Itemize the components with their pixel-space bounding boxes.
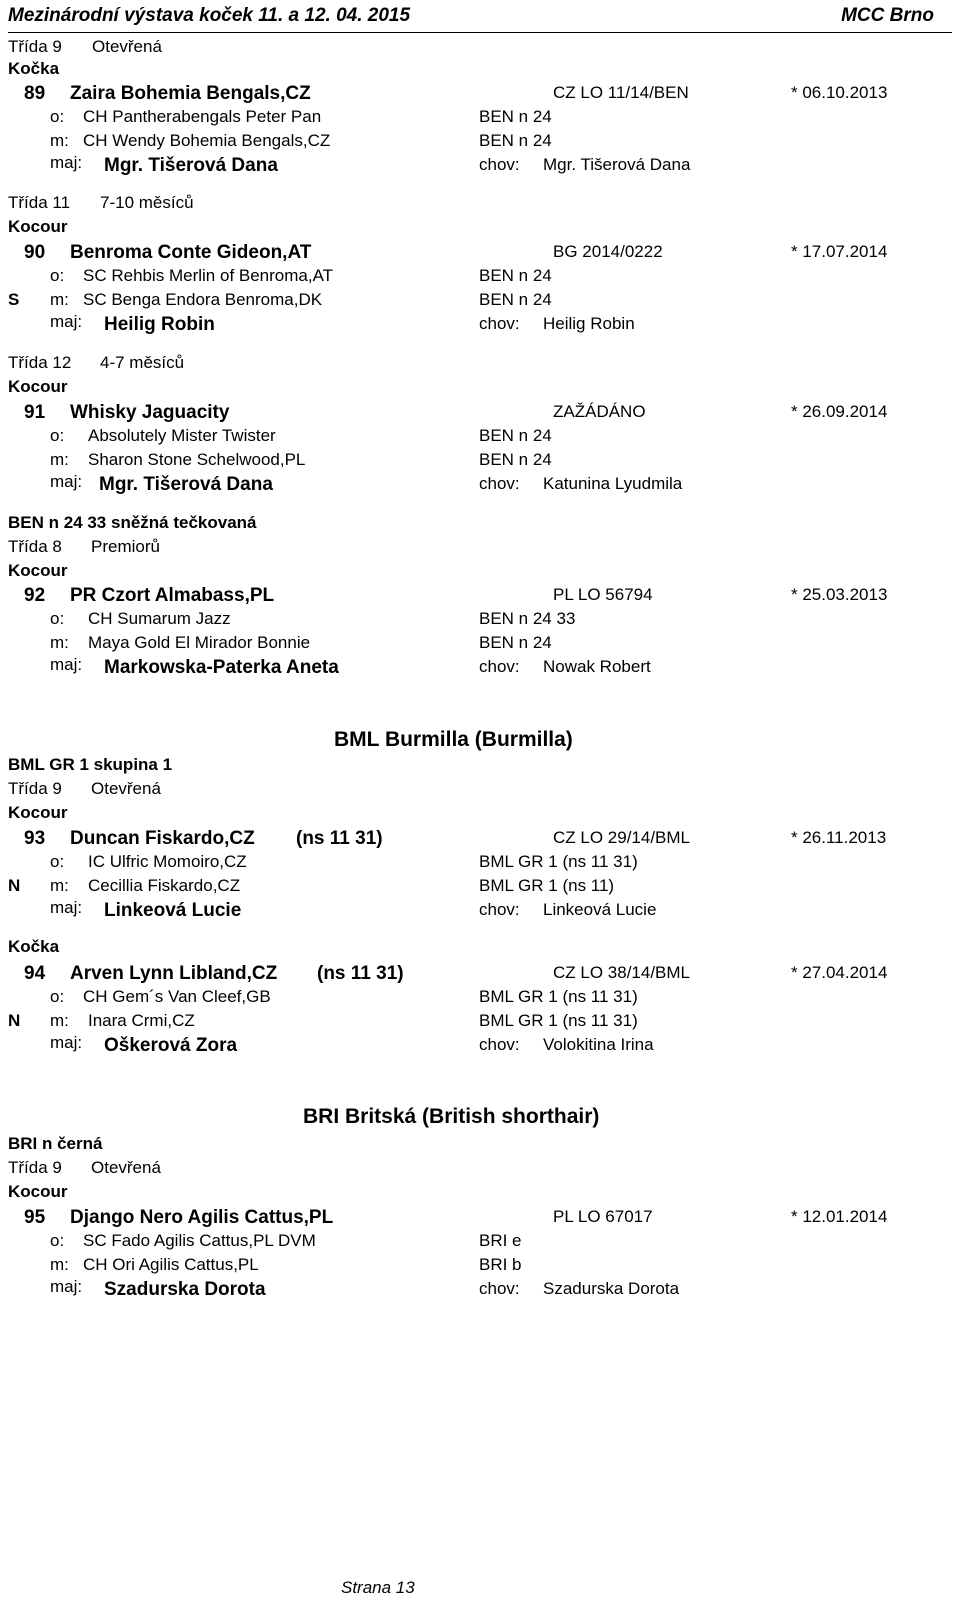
cat-name: PR Czort Almabass,PL [70,585,275,606]
father-label: o: [50,852,65,871]
cat-name: Benroma Conte Gideon,AT [70,242,312,263]
entry-number: 89 [24,83,46,104]
sex-heading: Kočka [8,59,60,78]
registration: BG 2014/0222 [553,242,663,261]
mother-ems: BEN n 24 [479,633,552,652]
cat-name: Zaira Bohemia Bengals,CZ [70,83,311,104]
mother-name: CH Ori Agilis Cattus,PL [83,1255,259,1274]
sex-heading: Kocour [8,1182,68,1201]
entry-mark: N [8,1011,21,1030]
page-number: Strana 13 [341,1578,415,1597]
breeder-label: chov: [479,155,520,174]
mother-ems: BML GR 1 (ns 11 31) [479,1011,638,1030]
father-ems: BML GR 1 (ns 11 31) [479,987,638,1006]
father-name: IC Ulfric Momoiro,CZ [88,852,247,871]
father-label: o: [50,987,65,1006]
class-name: Otevřená [92,37,162,56]
page-header-title: Mezinárodní výstava koček 11. a 12. 04. 2015 [8,5,411,26]
class-label: Třída 9 [8,37,62,56]
father-ems: BML GR 1 (ns 11 31) [479,852,638,871]
entry-mark: N [8,876,21,895]
father-label: o: [50,1231,65,1250]
breeder-label: chov: [479,474,520,493]
sex-heading: Kočka [8,937,60,956]
father-name: SC Rehbis Merlin of Benroma,AT [83,266,334,285]
breeder-name: Heilig Robin [543,314,635,333]
mother-label: m: [50,290,69,309]
entry-number: 91 [24,402,46,423]
breed-heading: BRI Britská (British shorthair) [303,1105,600,1128]
breeder-name: Linkeová Lucie [543,900,657,919]
father-label: o: [50,609,65,628]
registration: PL LO 56794 [553,585,653,604]
mother-ems: BRI b [479,1255,522,1274]
father-name: Absolutely Mister Twister [88,426,276,445]
cat-name: Arven Lynn Libland,CZ [70,963,278,984]
mother-label: m: [50,633,69,652]
entry-number: 93 [24,828,46,849]
cat-name: Django Nero Agilis Cattus,PL [70,1207,334,1228]
owner-label: maj: [50,312,83,331]
birth-date: * 25.03.2013 [791,585,888,604]
birth-date: * 26.09.2014 [791,402,888,421]
owner-name: Linkeová Lucie [104,900,242,921]
sex-heading: Kocour [8,561,68,580]
entry-mark: S [8,290,20,309]
breed-heading: BML Burmilla (Burmilla) [334,728,573,751]
breeder-name: Szadurska Dorota [543,1279,680,1298]
father-label: o: [50,426,65,445]
breeder-name: Mgr. Tišerová Dana [543,155,691,174]
class-name: Otevřená [91,1158,161,1177]
registration: ZAŽÁDÁNO [553,402,646,421]
color-group-heading: BRI n černá [8,1134,103,1153]
page-header-club: MCC Brno [841,5,934,26]
father-label: o: [50,266,65,285]
owner-label: maj: [50,1277,83,1296]
owner-name: Oškerová Zora [104,1035,238,1056]
birth-date: * 17.07.2014 [791,242,888,261]
cat-name: Duncan Fiskardo,CZ [70,828,255,849]
mother-label: m: [50,876,69,895]
class-label: Třída 9 [8,1158,62,1177]
father-label: o: [50,107,65,126]
registration: CZ LO 38/14/BML [553,963,691,982]
owner-name: Markowska-Paterka Aneta [104,657,339,678]
owner-name: Mgr. Tišerová Dana [99,474,273,495]
mother-ems: BEN n 24 [479,290,552,309]
mother-label: m: [50,1255,69,1274]
entry-number: 95 [24,1207,46,1228]
father-ems: BEN n 24 [479,107,552,126]
sex-heading: Kocour [8,377,68,396]
sex-heading: Kocour [8,803,68,822]
father-ems: BRI e [479,1231,522,1250]
father-name: SC Fado Agilis Cattus,PL DVM [83,1231,316,1250]
class-name: 4-7 měsíců [100,353,185,372]
owner-name: Heilig Robin [104,314,215,335]
father-name: CH Sumarum Jazz [88,609,231,628]
class-name: Otevřená [91,779,161,798]
birth-date: * 12.01.2014 [791,1207,888,1226]
breeder-label: chov: [479,1035,520,1054]
registration: CZ LO 11/14/BEN [553,83,689,102]
class-name: Premiorů [91,537,160,556]
breeder-label: chov: [479,1279,520,1298]
breeder-name: Volokitina Irina [543,1035,654,1054]
mother-ems: BEN n 24 [479,450,552,469]
owner-label: maj: [50,898,83,917]
breeder-label: chov: [479,314,520,333]
registration: PL LO 67017 [553,1207,653,1226]
class-label: Třída 9 [8,779,62,798]
entry-number: 90 [24,242,46,263]
color-group-heading: BML GR 1 skupina 1 [8,755,173,774]
mother-label: m: [50,450,69,469]
color-group-heading: BEN n 24 33 sněžná tečkovaná [8,513,257,532]
entry-number: 92 [24,585,46,606]
owner-name: Mgr. Tišerová Dana [104,155,278,176]
registration: CZ LO 29/14/BML [553,828,691,847]
owner-label: maj: [50,153,83,172]
father-name: CH Pantherabengals Peter Pan [83,107,322,126]
mother-label: m: [50,131,69,150]
owner-label: maj: [50,655,83,674]
mother-name: Maya Gold El Mirador Bonnie [88,633,311,652]
owner-name: Szadurska Dorota [104,1279,266,1300]
mother-name: SC Benga Endora Benroma,DK [83,290,323,309]
mother-name: Cecillia Fiskardo,CZ [88,876,241,895]
mother-name: Inara Crmi,CZ [88,1011,195,1030]
class-label: Třída 11 [8,193,71,212]
father-name: CH Gem´s Van Cleef,GB [83,987,271,1006]
birth-date: * 06.10.2013 [791,83,888,102]
mother-label: m: [50,1011,69,1030]
breeder-name: Nowak Robert [543,657,651,676]
breeder-label: chov: [479,657,520,676]
mother-name: Sharon Stone Schelwood,PL [88,450,306,469]
owner-label: maj: [50,1033,83,1052]
class-label: Třída 8 [8,537,62,556]
class-name: 7-10 měsíců [100,193,194,212]
mother-name: CH Wendy Bohemia Bengals,CZ [83,131,331,150]
breeder-label: chov: [479,900,520,919]
birth-date: * 27.04.2014 [791,963,888,982]
cat-name: Whisky Jaguacity [70,402,230,423]
breeder-name: Katunina Lyudmila [543,474,683,493]
header-rule [8,32,952,33]
class-label: Třída 12 [8,353,72,372]
father-ems: BEN n 24 [479,426,552,445]
sex-heading: Kocour [8,217,68,236]
father-ems: BEN n 24 [479,266,552,285]
owner-label: maj: [50,472,83,491]
mother-ems: BEN n 24 [479,131,552,150]
ems-code: (ns 11 31) [296,828,383,849]
mother-ems: BML GR 1 (ns 11) [479,876,615,895]
birth-date: * 26.11.2013 [791,828,887,847]
father-ems: BEN n 24 33 [479,609,576,628]
ems-code: (ns 11 31) [317,963,404,984]
entry-number: 94 [24,963,46,984]
